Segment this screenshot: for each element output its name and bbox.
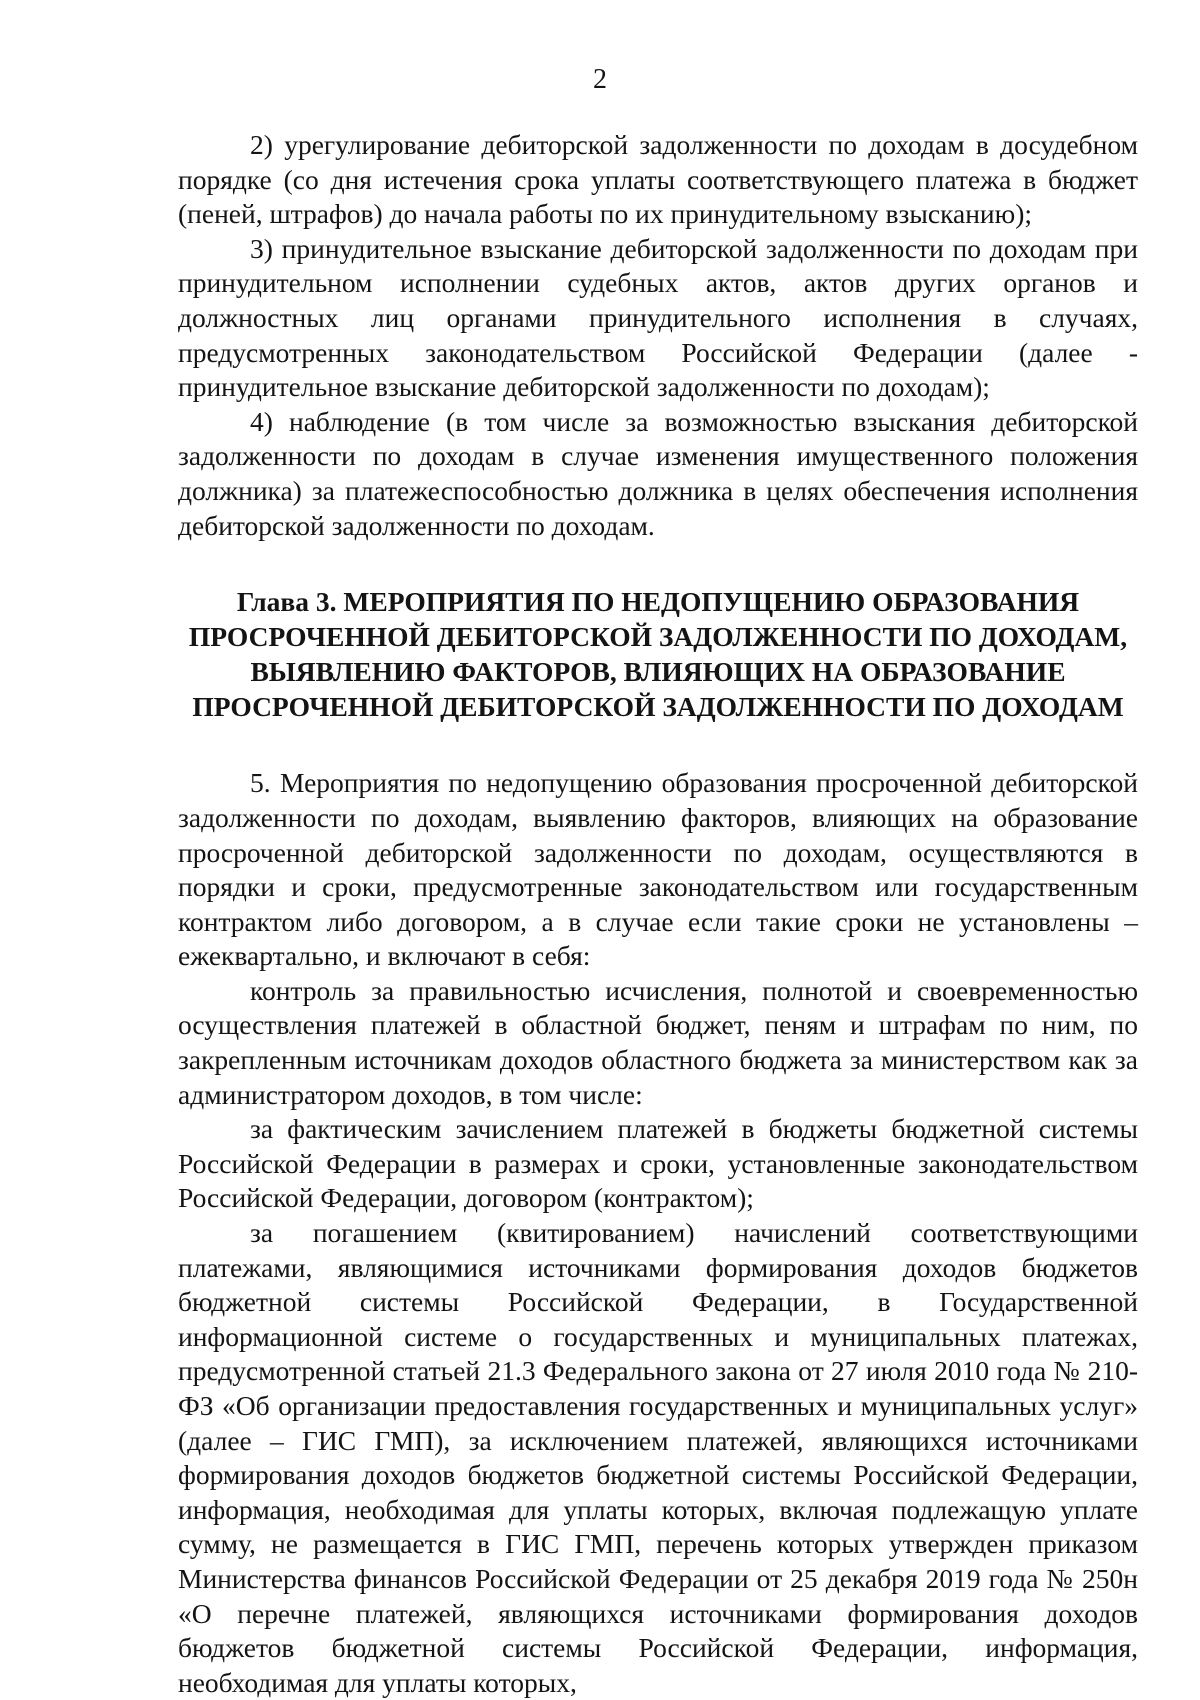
chapter-heading-line: ВЫЯВЛЕНИЮ ФАКТОРОВ, ВЛИЯЮЩИХ НА ОБРАЗОВАНИЕ [250, 655, 1066, 687]
paragraph-quittance: за погашением (квитированием) начислений соответствующими платежами, являющимися источниками формирования доходов бюджетов бюджетной системы Российской Федерации, в Государственной информационной системе о государственных и муниципальных платежах, предусмотренной статьей 21.3 Федерального закона от 27 июля 2010 года № 210-ФЗ «Об организации предоставления государственных и муниципальных услуг» (далее – ГИС ГМП), за исключением платежей, являющихся источниками формирования доходов бюджетов бюджетной системы Российской Федерации, информация, необходимая для уплаты которых, включая подлежащую уплате сумму, не размещается в ГИС ГМП, перечень которых утвержден приказом Министерства финансов Российской Федерации от 25 декабря 2019 года № 250н «О перечне платежей, являющихся источниками формирования доходов бюджетов бюджетной системы Российской Федерации, информация, необходимая для уплаты которых, [178, 1217, 1138, 1698]
chapter-heading-line: ПРОСРОЧЕННОЙ ДЕБИТОРСКОЙ ЗАДОЛЖЕННОСТИ ПО ДОХОДАМ, [188, 620, 1128, 652]
spacer [178, 724, 1138, 766]
paragraph-item-3: 3) принудительное взыскание дебиторской задолженности по доходам при принудительном исполнении судебных актов, актов других органов и должностных лиц органами принудительного исполнения в случаях, предусмотренных законодательством Российской Федерации (далее - принудительное взыскание дебиторской задолженности по доходам); [178, 232, 1138, 403]
paragraph-item-2: 2) урегулирование дебиторской задолженности по доходам в досудебном порядке (со дня истечения срока уплаты соответствующего платежа в бюджет (пеней, штрафов) до начала работы по их принудительному взысканию); [178, 129, 1138, 230]
document-body [178, 128, 1138, 1700]
paragraph-section-5: 5. Мероприятия по недопущению образования просроченной дебиторской задолженности по доходам, выявлению факторов, влияющих на образование просроченной дебиторской задолженности по доходам, осуществляются в порядки и сроки, предусмотренные законодательством или государственным контрактом либо договором, а в случае если такие сроки не установлены – ежеквартально, и включают в себя: [178, 767, 1138, 972]
paragraph-actual-crediting: за фактическим зачислением платежей в бюджеты бюджетной системы Российской Федерации в размерах и сроки, установленные законодательством Российской Федерации, договором (контрактом); [178, 1113, 1138, 1214]
page-number: 2 [593, 64, 607, 95]
chapter-heading-line: Глава 3. МЕРОПРИЯТИЯ ПО НЕДОПУЩЕНИЮ ОБРАЗОВАНИЯ [236, 586, 1080, 618]
paragraph-control: контроль за правильностью исчисления, полнотой и своевременностью осуществления платежей в областной бюджет, пеням и штрафам по ним, по закрепленным источникам доходов областного бюджета за министерством как за администратором доходов, в том числе: [178, 974, 1138, 1110]
paragraph-item-4: 4) наблюдение (в том числе за возможностью взыскания дебиторской задолженности по доходам в случае изменения имущественного положения должника) за платежеспособностью должника в целях обеспечения исполнения дебиторской задолженности по доходам. [178, 405, 1138, 541]
chapter-heading-line: ПРОСРОЧЕННОЙ ДЕБИТОРСКОЙ ЗАДОЛЖЕННОСТИ ПО ДОХОДАМ [192, 690, 1124, 722]
chapter-heading [178, 585, 1138, 724]
